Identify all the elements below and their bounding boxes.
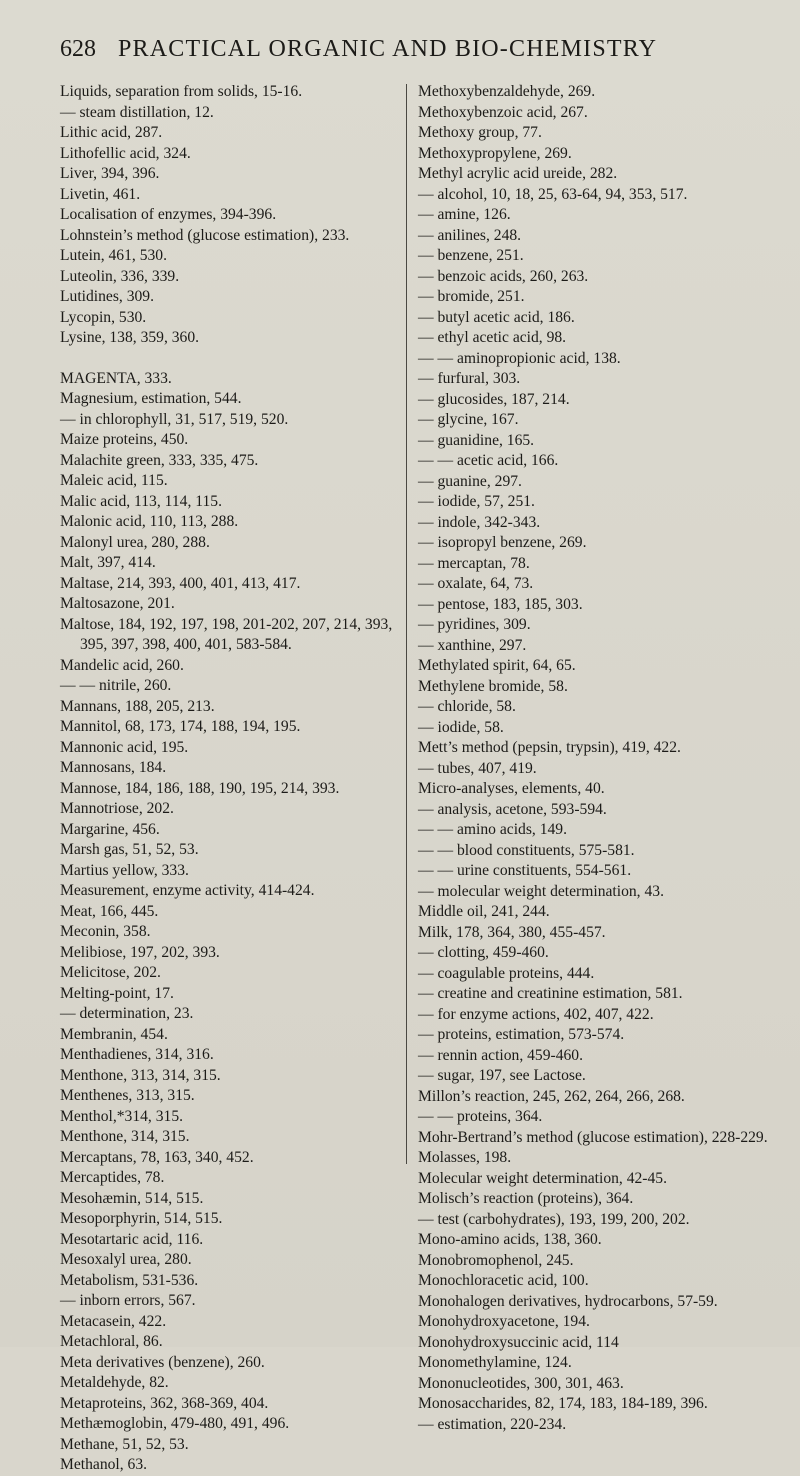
index-entry: — benzene, 251. [418, 247, 524, 264]
index-entry: — clotting, 459-460. [418, 944, 549, 961]
index-entry: — amine, 126. [418, 206, 511, 223]
index-entry: Mesoxalyl urea, 280. [60, 1251, 192, 1268]
index-column-right [418, 82, 790, 1435]
index-entry: — steam distillation, 12. [60, 103, 214, 121]
index-entry: — iodide, 58. [418, 718, 504, 736]
index-entry: MAGENTA, 333. [60, 369, 172, 387]
index-entry: Localisation of enzymes, 394-396. [60, 206, 277, 223]
index-entry: Milk, 178, 364, 380, 455-457. [418, 923, 606, 941]
index-entry: — ethyl acetic acid, 98. [418, 329, 567, 346]
index-entry: — creatine and creatinine estimation, 581. [418, 985, 683, 1002]
index-entry: Methoxypropylene, 269. [418, 144, 572, 162]
index-entry: Mononucleotides, 300, 301, 463. [418, 1374, 624, 1392]
index-entry: Menthenes, 313, 315. [60, 1087, 195, 1104]
index-entry: Lycopin, 530. [60, 308, 147, 326]
index-entry: — indole, 342-343. [418, 513, 541, 531]
index-entry: Maize proteins, 450. [60, 431, 189, 448]
index-entry: Malachite green, 333, 335, 475. [60, 451, 259, 469]
index-entry: — coagulable proteins, 444. [418, 964, 595, 982]
index-entry: Methoxybenzaldehyde, 269. [418, 83, 596, 100]
index-entry: — xanthine, 297. [418, 636, 527, 654]
index-entry: — guanine, 297. [418, 472, 522, 490]
index-entry: — determination, 23. [60, 1005, 194, 1022]
index-entry: Metaldehyde, 82. [60, 1374, 169, 1391]
index-entry: Metachloral, 86. [60, 1333, 163, 1350]
index-entry: Maltase, 214, 393, 400, 401, 413, 417. [60, 574, 301, 592]
index-entry: — bromide, 251. [418, 288, 525, 305]
index-entry: Methæmoglobin, 479-480, 491, 496. [60, 1415, 290, 1432]
index-entry: Lutein, 461, 530. [60, 247, 167, 264]
index-entry: Monohydroxysuccinic acid, 114 [418, 1333, 619, 1351]
index-entry: Mannonic acid, 195. [60, 738, 189, 756]
index-entry: Malt, 397, 414. [60, 554, 156, 571]
index-entry: — glucosides, 187, 214. [418, 390, 570, 408]
index-entry: Liver, 394, 396. [60, 165, 160, 182]
index-entry: Marsh gas, 51, 52, 53. [60, 841, 199, 858]
index-entry: Lithic acid, 287. [60, 124, 163, 141]
index-entry: — — urine constituents, 554-561. [418, 862, 632, 879]
index-entry: Mesoporphyrin, 514, 515. [60, 1210, 223, 1227]
index-entry: — alcohol, 10, 18, 25, 63-64, 94, 353, 517. [418, 185, 688, 203]
column-divider [406, 84, 407, 1164]
index-entry: — chloride, 58. [418, 698, 516, 715]
index-entry: — — proteins, 364. [418, 1108, 543, 1125]
index-entry: Mesohæmin, 514, 515. [60, 1189, 204, 1207]
index-entry: Metaproteins, 362, 368-369, 404. [60, 1394, 269, 1412]
index-entry: Middle oil, 241, 244. [418, 903, 550, 920]
index-entry: Meat, 166, 445. [60, 902, 159, 920]
index-entry: Malic acid, 113, 114, 115. [60, 492, 222, 510]
index-entry: Malonyl urea, 280, 288. [60, 533, 210, 551]
index-entry: — isopropyl benzene, 269. [418, 534, 587, 551]
index-entry: Melicitose, 202. [60, 964, 161, 981]
index-entry: Mannitol, 68, 173, 174, 188, 194, 195. [60, 718, 301, 735]
index-entry: Luteolin, 336, 339. [60, 267, 180, 285]
index-entry: — proteins, estimation, 573-574. [418, 1026, 625, 1043]
index-entry: — mercaptan, 78. [418, 554, 530, 572]
index-column-left [60, 82, 402, 1476]
index-entry: Magnesium, estimation, 544. [60, 390, 242, 407]
index-entry: Methoxybenzoic acid, 267. [418, 103, 588, 121]
index-entry: Monochloracetic acid, 100. [418, 1272, 589, 1289]
index-entry: — guanidine, 165. [418, 431, 535, 449]
index-entry: — butyl acetic acid, 186. [418, 308, 575, 326]
index-entry: Menthol,*314, 315. [60, 1107, 184, 1125]
index-entry: Monosaccharides, 82, 174, 183, 184-189, 396. [418, 1395, 708, 1412]
index-entry: Mannose, 184, 186, 188, 190, 195, 214, 393. [60, 779, 340, 797]
index-entry: Methylene bromide, 58. [418, 677, 568, 695]
index-entry: — sugar, 197, see Lactose. [418, 1067, 586, 1084]
index-entry: — estimation, 220-234. [418, 1415, 567, 1433]
index-entry: Maleic acid, 115. [60, 472, 168, 489]
index-entry: — in chlorophyll, 31, 517, 519, 520. [60, 410, 289, 428]
index-entry: — test (carbohydrates), 193, 199, 200, 202. [418, 1210, 690, 1228]
index-entry: Maltosazone, 201. [60, 595, 175, 612]
index-entry: — pentose, 183, 185, 303. [418, 595, 583, 613]
index-entry: — oxalate, 64, 73. [418, 575, 534, 592]
index-entry: Membranin, 454. [60, 1025, 168, 1043]
index-entry: Menthone, 313, 314, 315. [60, 1066, 221, 1084]
index-entry: Melting-point, 17. [60, 984, 174, 1002]
index-entry: Mercaptans, 78, 163, 340, 452. [60, 1148, 254, 1166]
index-entry: Millon’s reaction, 245, 262, 264, 266, 268. [418, 1087, 685, 1105]
index-entry: Mesotartaric acid, 116. [60, 1230, 204, 1248]
index-entry: Molasses, 198. [418, 1149, 512, 1166]
index-entry: Methyl acrylic acid ureide, 282. [418, 165, 618, 182]
index-entry: — analysis, acetone, 593-594. [418, 800, 607, 818]
index-entry: — pyridines, 309. [418, 616, 531, 633]
index-entry: Mono-amino acids, 138, 360. [418, 1231, 602, 1248]
index-entry: Methane, 51, 52, 53. [60, 1435, 189, 1453]
index-entry: — — acetic acid, 166. [418, 452, 559, 469]
index-entry: Mercaptides, 78. [60, 1169, 165, 1186]
index-entry: Molecular weight determination, 42-45. [418, 1169, 667, 1187]
page-number: 628 [60, 36, 96, 62]
index-entry: — tubes, 407, 419. [418, 759, 537, 777]
index-entry: Monobromophenol, 245. [418, 1251, 574, 1269]
index-entry: — for enzyme actions, 402, 407, 422. [418, 1005, 654, 1023]
index-entry: Monohalogen derivatives, hydrocarbons, 57-59. [418, 1292, 718, 1310]
index-entry: Lohnstein’s method (glucose estimation), 233. [60, 226, 350, 244]
index-entry: Menthone, 314, 315. [60, 1128, 190, 1145]
index-entry: Mohr-Bertrand’s method (glucose estimation), 228-229. [418, 1128, 768, 1146]
index-entry: Monomethylamine, 124. [418, 1354, 572, 1371]
index-entry: — anilines, 248. [418, 226, 522, 244]
index-entry: Lutidines, 309. [60, 288, 154, 305]
index-entry: Molisch’s reaction (proteins), 364. [418, 1190, 634, 1207]
index-entry: Margarine, 456. [60, 820, 160, 838]
index-entry: Methoxy group, 77. [418, 124, 542, 141]
index-entry: — — blood constituents, 575-581. [418, 841, 635, 859]
index-entry: Mannosans, 184. [60, 759, 167, 776]
index-entry: Micro-analyses, elements, 40. [418, 780, 605, 797]
index-entry: Lysine, 138, 359, 360. [60, 329, 200, 346]
index-entry: Livetin, 461. [60, 185, 141, 203]
index-entry: Mannans, 188, 205, 213. [60, 697, 215, 715]
index-entry: Malonic acid, 110, 113, 288. [60, 513, 239, 530]
index-entry: — — nitrile, 260. [60, 677, 172, 694]
section-gap [60, 349, 402, 369]
index-entry: Mannotriose, 202. [60, 800, 174, 817]
index-entry: Measurement, enzyme activity, 414-424. [60, 882, 315, 899]
index-entry: Mett’s method (pepsin, trypsin), 419, 422. [418, 739, 681, 756]
index-entry: — iodide, 57, 251. [418, 493, 535, 510]
index-entry: Menthadienes, 314, 316. [60, 1046, 214, 1063]
index-entry: — — aminopropionic acid, 138. [418, 349, 621, 367]
index-entry: Melibiose, 197, 202, 393. [60, 943, 220, 961]
index-entry: Metabolism, 531-536. [60, 1271, 199, 1289]
index-entry: Monohydroxyacetone, 194. [418, 1313, 590, 1330]
index-entry: Maltose, 184, 192, 197, 198, 201-202, 207, 214, 393, 395, 397, 398, 400, 401, 583-584. [60, 615, 393, 653]
index-entry: — benzoic acids, 260, 263. [418, 267, 589, 285]
index-entry: — inborn errors, 567. [60, 1292, 196, 1309]
index-entry: — furfural, 303. [418, 370, 521, 387]
index-entry: — molecular weight determination, 43. [418, 882, 664, 900]
index-entry: Metacasein, 422. [60, 1312, 167, 1330]
index-entry: — rennin action, 459-460. [418, 1046, 583, 1064]
index-entry: Meconin, 358. [60, 923, 151, 940]
index-entry: Lithofellic acid, 324. [60, 144, 191, 162]
index-entry: — — amino acids, 149. [418, 821, 567, 838]
index-entry: Methanol, 63. [60, 1456, 148, 1473]
running-title: PRACTICAL ORGANIC AND BIO-CHEMISTRY [118, 36, 658, 62]
index-entry: Liquids, separation from solids, 15-16. [60, 83, 303, 100]
index-entry: Methylated spirit, 64, 65. [418, 657, 576, 674]
index-entry: Meta derivatives (benzene), 260. [60, 1353, 265, 1371]
index-entry: Martius yellow, 333. [60, 861, 189, 879]
index-entry: Mandelic acid, 260. [60, 656, 184, 674]
page-header [60, 36, 770, 63]
index-entry: — glycine, 167. [418, 411, 519, 428]
